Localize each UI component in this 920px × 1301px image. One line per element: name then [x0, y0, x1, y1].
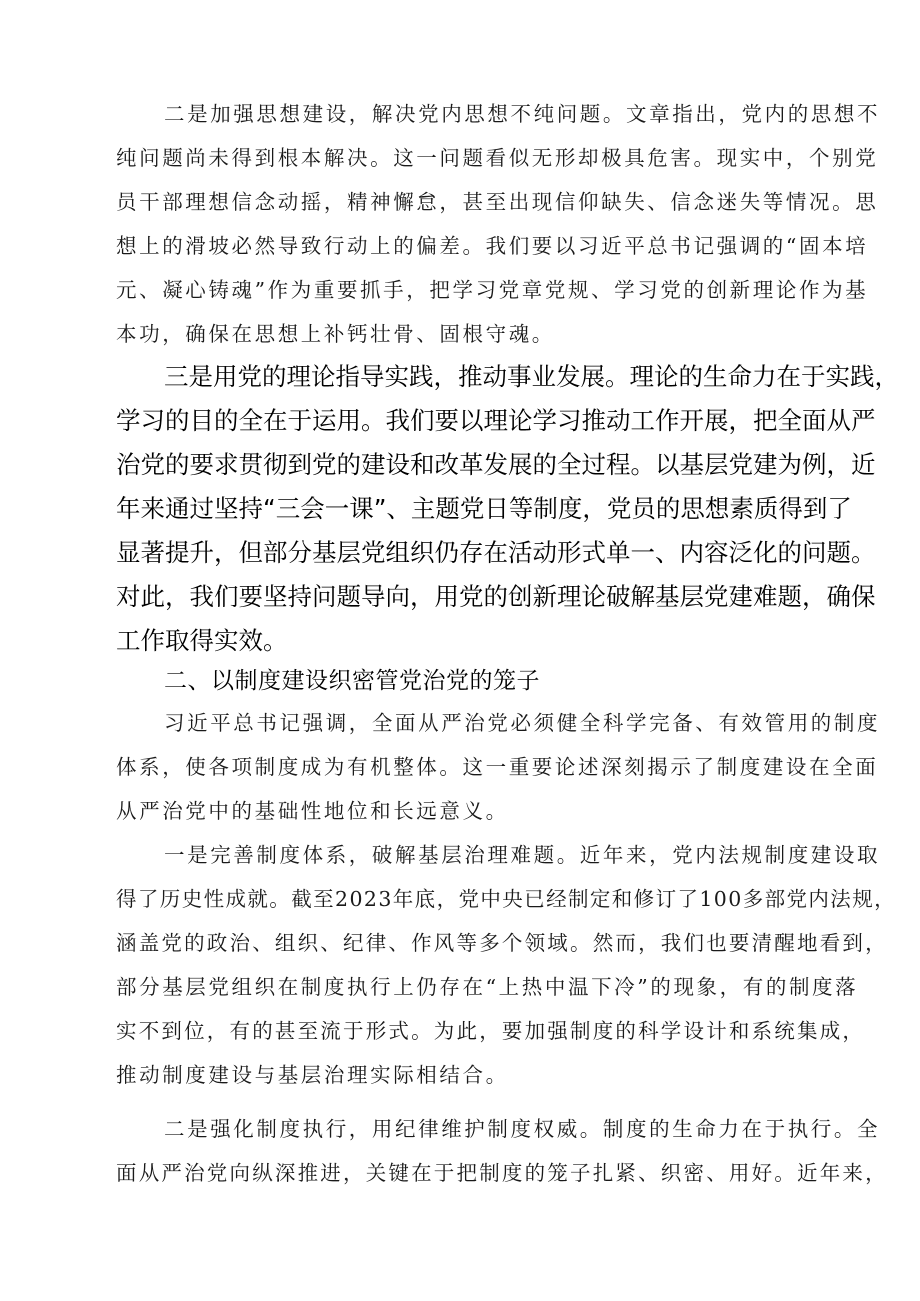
paragraph-line: 得了历史性成就。截至2023年底，党中央已经制定和修订了100多部党内法规，	[116, 887, 896, 911]
paragraph-line: 从严治党中的基础性地位和长远意义。	[116, 799, 509, 823]
section-heading: 二、以制度建设织密管党治党的笼子	[164, 668, 540, 694]
paragraph-line: 实不到位，有的甚至流于形式。为此，要加强制度的科学设计和系统集成，	[116, 1019, 866, 1043]
paragraph-line: 推动制度建设与基层治理实际相结合。	[116, 1063, 509, 1087]
paragraph-line: 学习的目的全在于运用。我们要以理论学习推动工作开展，把全面从严	[116, 406, 876, 435]
paragraph-line: 二是加强思想建设，解决党内思想不纯问题。文章指出，党内的思想不	[164, 102, 881, 126]
paragraph-line: 年来通过坚持“三会一课”、主题党日等制度，党员的思想素质得到了	[116, 494, 852, 523]
paragraph-line: 元、凝心铸魂”作为重要抓手，把学习党章党规、学习党的创新理论作为基	[116, 278, 869, 302]
paragraph-line: 对此，我们要坚持问题导向，用党的创新理论破解基层党建难题，确保	[116, 582, 876, 611]
paragraph-line: 习近平总书记强调，全面从严治党必须健全科学完备、有效管用的制度	[164, 711, 881, 735]
paragraph-line: 部分基层党组织在制度执行上仍存在“上热中温下冷”的现象，有的制度落	[116, 975, 859, 999]
paragraph-line: 员干部理想信念动摇，精神懈怠，甚至出现信仰缺失、信念迷失等情况。思	[116, 190, 879, 214]
paragraph-line: 涵盖党的政治、组织、纪律、作风等多个领域。然而，我们也要清醒地看到，	[116, 931, 888, 955]
paragraph-line: 二是强化制度执行，用纪律维护制度权威。制度的生命力在于执行。全	[164, 1117, 881, 1141]
paragraph-line: 纯问题尚未得到根本解决。这一问题看似无形却极具危害。现实中，个别党	[116, 146, 879, 170]
paragraph-line: 本功，确保在思想上补钙壮骨、固根守魂。	[116, 322, 555, 346]
paragraph-line: 想上的滑坡必然导致行动上的偏差。我们要以习近平总书记强调的“固本培	[116, 234, 869, 258]
paragraph-line: 一是完善制度体系，破解基层治理难题。近年来，党内法规制度建设取	[164, 843, 881, 867]
paragraph-line: 工作取得实效。	[116, 626, 288, 655]
paragraph-line: 三是用党的理论指导实践，推动事业发展。理论的生命力在于实践，	[164, 362, 899, 391]
paragraph-line: 体系，使各项制度成为有机整体。这一重要论述深刻揭示了制度建设在全面	[116, 755, 879, 779]
paragraph-line: 治党的要求贯彻到党的建设和改革发展的全过程。以基层党建为例，近	[116, 450, 876, 479]
paragraph-line: 显著提升，但部分基层党组织仍存在活动形式单一、内容泛化的问题。	[116, 538, 876, 567]
paragraph-line: 面从严治党向纵深推进，关键在于把制度的笼子扎紧、织密、用好。近年来，	[116, 1161, 888, 1185]
